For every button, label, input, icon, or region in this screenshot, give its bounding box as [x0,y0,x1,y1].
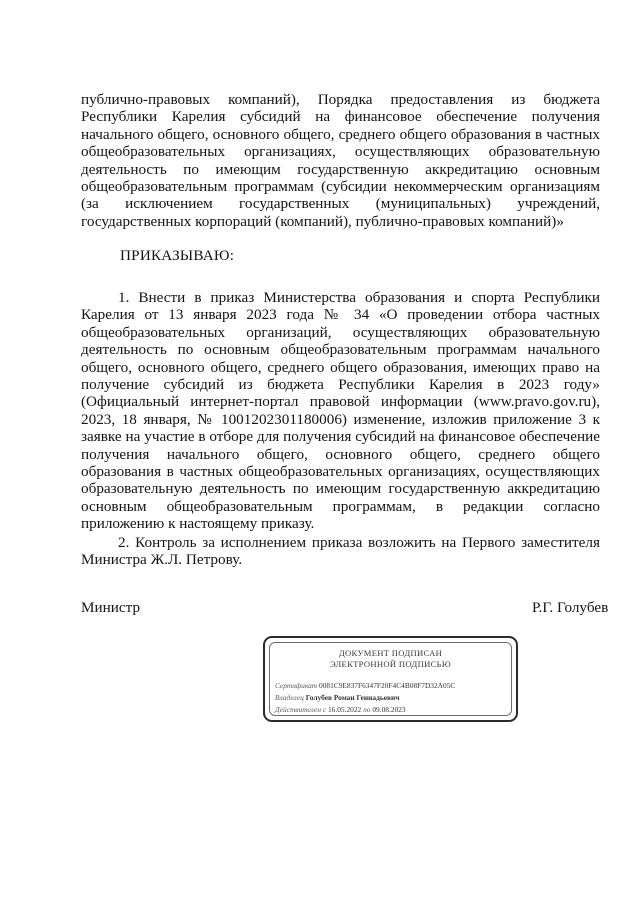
validity-label: Действителен с [275,705,327,714]
stamp-validity-row [275,705,406,714]
text-line: Министра Ж.Л. Петрову. [81,551,243,569]
stamp-title-line-1: ДОКУМЕНТ ПОДПИСАН [338,648,443,658]
text-line: общеобразовательных организаций, осуществляющих образовательную [81,323,600,341]
text-line: (Официальный интернет-портал правовой информации (www.pravo.gov.ru), [81,393,600,411]
text-line: Карелия от 13 января 2023 года № 34 «О проведении отбора частных [81,306,600,324]
text-line: общего, основного общего, среднего общего образования, имеющих право на [81,358,600,376]
text-line: Республики Карелия субсидий на финансовое обеспечение получения [81,108,600,126]
text-line: (за исключением государственных (муниципальных) учреждений, [81,195,600,213]
signatory-name: Р.Г. Голубев [532,599,609,616]
stamp-owner-row [275,693,399,702]
text-line: образовательную деятельность по имеющим государственную аккредитацию [81,480,600,498]
preamble-paragraph [81,91,600,230]
certificate-label: Сертификат [275,681,318,690]
valid-to-label: по [363,705,371,714]
owner-value: Голубев Роман Геннадьевич [305,693,400,702]
text-line: основным общеобразовательным программам, в редакции согласно [81,497,600,515]
text-line: 2. Контроль за исполнением приказа возложить на Первого заместителя [118,534,600,551]
text-line: начального общего, основного общего, среднего общего образования в частных [81,125,600,143]
text-line: 2023, 18 января, № 1001202301180006) изменение, изложив приложение 3 к [81,410,600,428]
text-line: общеобразовательных организациях, осуществляющих образовательную [81,143,600,161]
text-line: государственных корпораций (компаний), публично-правовых компаний)» [81,212,564,230]
electronic-signature-stamp [263,636,518,722]
text-line: приложению к настоящему приказу. [81,515,315,533]
owner-label: Владелец [275,693,304,702]
text-line: деятельность по имеющим государственную аккредитацию основным [81,160,600,178]
text-line: образования в частных общеобразовательных организациях, осуществляющих [81,462,600,480]
valid-to: 09.08.2023 [372,705,406,714]
text-line: общеобразовательным программам (субсидии некоммерческим организациям [81,177,600,195]
text-line: публично-правовых компаний), Порядка предоставления из бюджета [81,91,600,108]
stamp-title-line-2: ЭЛЕКТРОННОЙ ПОДПИСЬЮ [329,659,451,669]
text-line: получения начального общего, основного общего, среднего общего [81,445,600,463]
text-line: 1. Внести в приказ Министерства образования и спорта Республики [118,289,600,306]
order-heading: ПРИКАЗЫВАЮ: [120,247,235,264]
text-line: деятельность по основным общеобразовательным программам начального [81,341,600,359]
valid-from: 16.05.2022 [327,705,362,714]
signatory-title: Министр [81,599,141,616]
text-line: получение субсидий из бюджета Республики Карелия в 2023 году» [81,375,600,393]
text-line: заявке на участие в отборе для получения субсидий на финансовое обеспечение [81,428,600,446]
stamp-certificate-row [275,681,455,690]
order-item-1 [81,289,600,532]
certificate-value: 0081C9E837F6347F20F4C4B08F7D32A05C [319,681,456,690]
order-item-2 [81,534,600,569]
